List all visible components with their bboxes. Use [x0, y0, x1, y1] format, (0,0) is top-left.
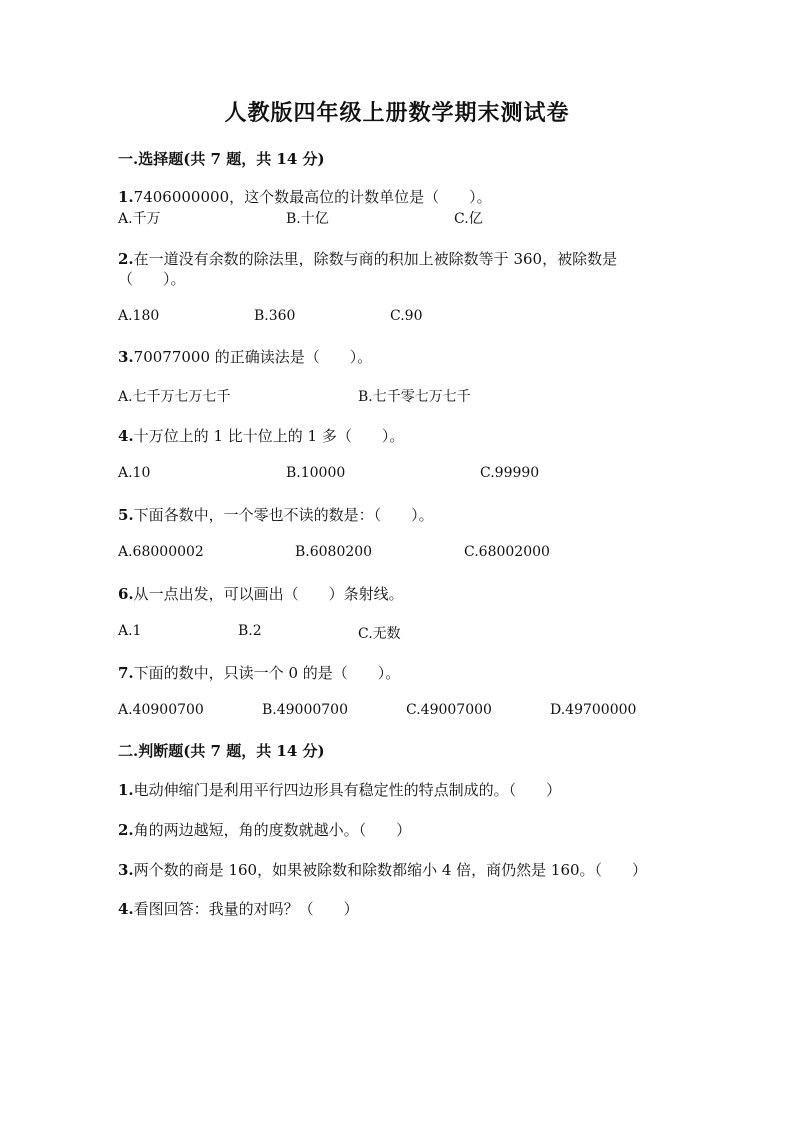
question-number: 6.	[118, 585, 134, 603]
question-number: 2.	[118, 821, 134, 839]
option-6b: B.2	[238, 623, 262, 639]
question-text: 7406000000，这个数最高位的计数单位是（ ）。	[133, 188, 492, 206]
option-5b: B.6080200	[295, 544, 373, 560]
option-4a: A.10	[118, 465, 151, 481]
question-number: 2.	[118, 250, 134, 268]
question-number: 1.	[118, 781, 134, 799]
option-7b: B.49000700	[262, 702, 348, 718]
question-number: 1.	[118, 188, 134, 206]
option-6c: C.无数	[358, 626, 401, 642]
option-1c: C.亿	[454, 211, 483, 227]
option-7d: D.49700000	[550, 702, 637, 718]
question-7	[118, 662, 400, 683]
question-number: 3.	[118, 348, 134, 366]
option-2b: B.360	[254, 308, 296, 324]
question-text: 70077000 的正确读法是（ ）。	[133, 348, 373, 366]
question-3	[118, 346, 372, 367]
question-number: 7.	[118, 664, 134, 682]
question-4	[118, 425, 404, 446]
option-7a: A.40900700	[118, 702, 204, 718]
option-4c: C.99990	[480, 465, 540, 481]
question-text: 看图回答：我量的对吗？（ ）	[133, 900, 359, 918]
option-1b: B.十亿	[286, 211, 329, 227]
question-text: 下面各数中，一个零也不读的数是：（ ）。	[133, 506, 434, 524]
question-2-continued: （ ）。	[118, 270, 186, 288]
option-7c: C.49007000	[406, 702, 492, 718]
option-5c: C.68002000	[464, 544, 550, 560]
option-5a: A.68000002	[118, 544, 204, 560]
question-2	[118, 248, 617, 269]
question-text: 从一点出发，可以画出（ ）条射线。	[133, 585, 404, 603]
question-number: 5.	[118, 506, 134, 524]
option-2a: A.180	[118, 308, 160, 324]
question-number: 4.	[118, 900, 134, 918]
page-title: 人教版四年级上册数学期末测试卷	[224, 100, 570, 126]
option-2c: C.90	[390, 308, 423, 324]
question-1	[118, 186, 492, 207]
option-1a: A.千万	[118, 211, 161, 227]
question-6	[118, 583, 404, 604]
section-heading-choice: 一.选择题(共 7 题，共 14 分)	[118, 150, 325, 168]
judgment-1	[118, 779, 561, 800]
option-3a: A.七千万七万七千	[118, 389, 231, 405]
judgment-3	[118, 859, 647, 880]
section-heading-judgment: 二.判断题(共 7 题，共 14 分)	[118, 742, 325, 760]
option-6a: A.1	[118, 623, 142, 639]
judgment-2	[118, 819, 411, 840]
question-text: 下面的数中，只读一个 0 的是（ ）。	[133, 664, 401, 682]
option-3b: B.七千零七万七千	[358, 389, 471, 405]
question-text: 电动伸缩门是利用平行四边形具有稳定性的特点制成的。（ ）	[133, 781, 562, 799]
option-4b: B.10000	[286, 465, 346, 481]
question-number: 3.	[118, 861, 134, 879]
question-text: 两个数的商是 160，如果被除数和除数都缩小 4 倍，商仍然是 160。（ ）	[133, 861, 648, 879]
question-number: 4.	[118, 427, 134, 445]
judgment-4	[118, 898, 359, 919]
question-text: 十万位上的 1 比十位上的 1 多（ ）。	[133, 427, 405, 445]
question-text: 角的两边越短，角的度数就越小。（ ）	[133, 821, 412, 839]
question-5	[118, 504, 434, 525]
question-text: 在一道没有余数的除法里，除数与商的积加上被除数等于 360，被除数是	[133, 250, 618, 268]
